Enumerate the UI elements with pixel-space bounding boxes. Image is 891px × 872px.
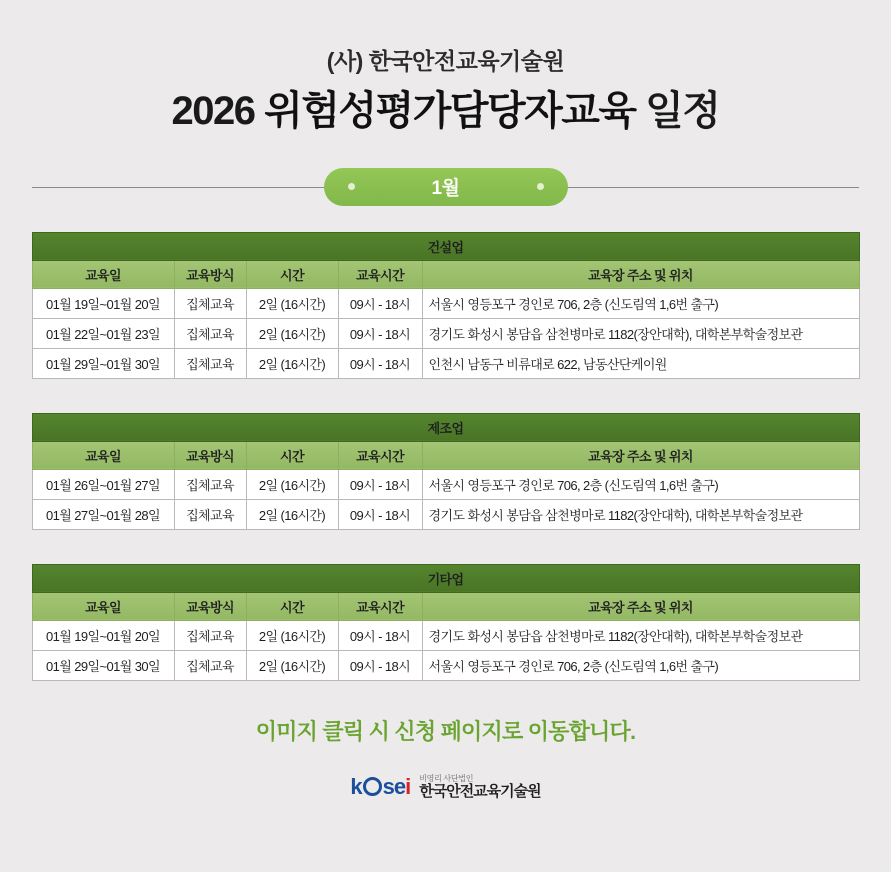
logo-letter-i: i xyxy=(405,773,411,799)
sector-block-other xyxy=(32,564,860,681)
footer-org-name: 한국안전교육기술원 xyxy=(419,782,541,800)
column-header-date: 교육일 xyxy=(32,592,174,620)
cell-time: 09시 - 18시 xyxy=(338,620,422,650)
cell-date: 01월 26일~01월 27일 xyxy=(32,469,174,499)
cell-hours: 2일 (16시간) xyxy=(246,318,338,348)
dot-left-icon xyxy=(348,183,355,190)
cell-address: 경기도 화성시 봉담읍 삼천병마로 1182(장안대학), 대학본부학술정보관 xyxy=(422,499,859,529)
cell-date: 01월 29일~01월 30일 xyxy=(32,348,174,378)
cell-time: 09시 - 18시 xyxy=(338,348,422,378)
cell-method: 집체교육 xyxy=(174,650,246,680)
schedule-table xyxy=(32,232,860,379)
logo-letter-k: k xyxy=(350,773,362,799)
footer-logo xyxy=(0,774,891,800)
click-notice: 이미지 클릭 시 신청 페이지로 이동합니다. xyxy=(255,718,636,744)
cell-date: 01월 27일~01월 28일 xyxy=(32,499,174,529)
title-suffix: 일정 xyxy=(645,88,720,133)
sector-title: 제조업 xyxy=(32,413,859,441)
column-header-time: 교육시간 xyxy=(338,592,422,620)
column-header-date: 교육일 xyxy=(32,260,174,288)
cell-date: 01월 29일~01월 30일 xyxy=(32,650,174,680)
cell-address: 인천시 남동구 비류대로 622, 남동산단케이원 xyxy=(422,348,859,378)
cell-hours: 2일 (16시간) xyxy=(246,650,338,680)
dot-right-icon xyxy=(537,183,544,190)
column-header-hours: 시간 xyxy=(246,260,338,288)
table-row xyxy=(32,650,859,680)
cell-address: 서울시 영등포구 경인로 706, 2층 (신도림역 1,6번 출구) xyxy=(422,288,859,318)
sector-title-row xyxy=(32,564,859,592)
table-row xyxy=(32,620,859,650)
sector-title-row xyxy=(32,413,859,441)
cell-address: 서울시 영등포구 경인로 706, 2층 (신도림역 1,6번 출구) xyxy=(422,650,859,680)
column-header-row xyxy=(32,592,859,620)
table-row xyxy=(32,469,859,499)
cell-time: 09시 - 18시 xyxy=(338,650,422,680)
cell-date: 01월 22일~01월 23일 xyxy=(32,318,174,348)
cell-method: 집체교육 xyxy=(174,499,246,529)
month-badge xyxy=(324,168,568,206)
table-row xyxy=(32,499,859,529)
cell-method: 집체교육 xyxy=(174,288,246,318)
kosei-logo-icon xyxy=(350,773,411,799)
column-header-time: 교육시간 xyxy=(338,441,422,469)
cell-address: 경기도 화성시 봉담읍 삼천병마로 1182(장안대학), 대학본부학술정보관 xyxy=(422,318,859,348)
organization-name: (사) 한국안전교육기술원 xyxy=(326,48,565,74)
column-header-address: 교육장 주소 및 위치 xyxy=(422,441,859,469)
cell-date: 01월 19일~01월 20일 xyxy=(32,288,174,318)
table-row xyxy=(32,318,859,348)
sector-block-construction xyxy=(32,232,860,379)
cell-hours: 2일 (16시간) xyxy=(246,348,338,378)
cell-method: 집체교육 xyxy=(174,348,246,378)
page-title xyxy=(0,88,891,134)
title-year: 2026 xyxy=(171,88,255,133)
footer-org-sub: 비영리 사단법인 xyxy=(419,773,474,783)
poster-header xyxy=(0,0,891,134)
sector-title: 기타업 xyxy=(32,564,859,592)
cell-hours: 2일 (16시간) xyxy=(246,620,338,650)
cell-hours: 2일 (16시간) xyxy=(246,469,338,499)
column-header-hours: 시간 xyxy=(246,592,338,620)
sector-block-manufacturing xyxy=(32,413,860,530)
column-header-method: 교육방식 xyxy=(174,592,246,620)
month-label: 1월 xyxy=(431,178,460,200)
cell-address: 경기도 화성시 봉담읍 삼천병마로 1182(장안대학), 대학본부학술정보관 xyxy=(422,620,859,650)
column-header-date: 교육일 xyxy=(32,441,174,469)
cell-time: 09시 - 18시 xyxy=(338,499,422,529)
cell-hours: 2일 (16시간) xyxy=(246,499,338,529)
cell-hours: 2일 (16시간) xyxy=(246,288,338,318)
column-header-address: 교육장 주소 및 위치 xyxy=(422,592,859,620)
cell-method: 집체교육 xyxy=(174,469,246,499)
cell-time: 09시 - 18시 xyxy=(338,469,422,499)
column-header-row xyxy=(32,260,859,288)
column-header-method: 교육방식 xyxy=(174,260,246,288)
column-header-address: 교육장 주소 및 위치 xyxy=(422,260,859,288)
column-header-hours: 시간 xyxy=(246,441,338,469)
sector-title: 건설업 xyxy=(32,232,859,260)
cell-address: 서울시 영등포구 경인로 706, 2층 (신도림역 1,6번 출구) xyxy=(422,469,859,499)
table-row xyxy=(32,348,859,378)
column-header-row xyxy=(32,441,859,469)
cell-method: 집체교육 xyxy=(174,620,246,650)
cell-method: 집체교육 xyxy=(174,318,246,348)
logo-letters-se: se xyxy=(382,773,406,799)
footer-org-text xyxy=(419,774,540,800)
month-divider xyxy=(0,168,891,206)
column-header-method: 교육방식 xyxy=(174,441,246,469)
schedule-tables xyxy=(32,232,860,681)
column-header-time: 교육시간 xyxy=(338,260,422,288)
schedule-table xyxy=(32,564,860,681)
cell-time: 09시 - 18시 xyxy=(338,288,422,318)
schedule-table xyxy=(32,413,860,530)
cell-date: 01월 19일~01월 20일 xyxy=(32,620,174,650)
title-main: 위험성평가담당자교육 xyxy=(264,88,636,133)
table-row xyxy=(32,288,859,318)
sector-title-row xyxy=(32,232,859,260)
cell-time: 09시 - 18시 xyxy=(338,318,422,348)
logo-letter-o-icon xyxy=(363,777,382,796)
